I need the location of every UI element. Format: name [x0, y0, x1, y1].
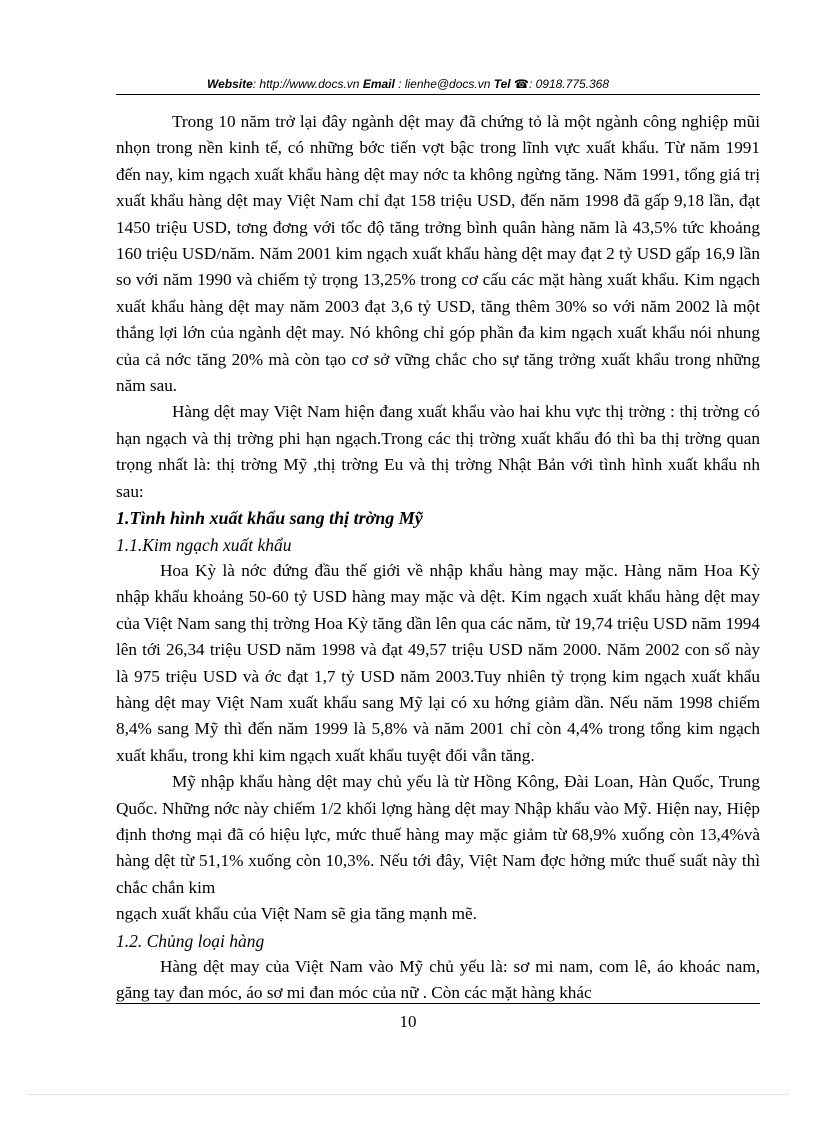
subsection-heading-1-2: 1.2. Chủng loại hàng: [116, 930, 265, 951]
footer-rule: [116, 1003, 760, 1004]
paragraph-3: Hoa Kỳ là nớc đứng đầu thế giới về nhập khẩu hàng may mặc. Hàng năm Hoa Kỳ nhập khẩu khoảng 50-60 tỷ USD hàng may mặc và dệt. Kim ngạch xuất khẩu hàng dệt may của Việt Nam sang thị trờng Hoa Kỳ tăng dần lên qua các năm, từ 19,74 triệu USD năm 1994 lên tới 26,34 triệu USD năm 1998 và đạt 49,57 triệu USD năm 2000. Năm 2002 con số này là 975 triệu USD và ớc đạt 1,7 tỷ USD năm 2003.Tuy nhiên tỷ trọng kim ngạch xuất khẩu hàng dệt may Việt Nam xuất khẩu sang Mỹ lại có xu hớng giảm dần. Nếu năm 1998 chiếm 8,4% sang Mỹ thì đến năm 1999 là 5,8% và năm 2001 chỉ còn 4,4% trong tổng kim ngạch xuất khẩu, trong khi kim ngạch xuất khẩu tuyệt đối vẫn tăng.: [116, 560, 760, 765]
paragraph-1: Trong 10 năm trở lại đây ngành dệt may đã chứng tỏ là một ngành công nghiệp mũi nhọn trong nền kinh tế, có những bớc tiến vợt bậc trong lĩnh vực xuất khẩu. Từ năm 1991 đến nay, kim ngạch xuất khẩu hàng dệt may nớc ta không ngừng tăng. Năm 1991, tổng giá trị xuất khẩu hàng dệt may Việt Nam chỉ đạt 158 triệu USD, đến năm 1998 đã gấp 9,18 lần, đạt 1450 triệu USD, tơng đơng với tốc độ tăng trởng bình quân hàng năm là 43,5% tức khoảng 160 triệu USD/năm. Năm 2001 kim ngạch xuất khẩu hàng dệt may đạt 2 tỷ USD gấp 16,9 lần so với năm 1990 và chiếm tỷ trọng 13,25% trong cơ cấu các mặt hàng xuất khẩu. Kim ngạch xuất khẩu hàng dệt may năm 2003 đạt 3,6 tỷ USD, tăng thêm 30% so với năm 2002 là một thắng lợi lớn của ngành dệt may. Nó không chỉ góp phần đa kim ngạch xuất khẩu nói nhung của cả nớc tăng 20% mà còn tạo cơ sở vững chắc cho sự tăng trởng xuất khẩu trong những năm sau.: [116, 112, 760, 396]
page-edge-dotted-line: [28, 1094, 788, 1095]
website-value: : http://www.docs.vn: [252, 77, 360, 91]
paragraph-4: Mỹ nhập khẩu hàng dệt may chủ yếu là từ Hồng Kông, Đài Loan, Hàn Quốc, Trung Quốc. Những nớc này chiếm 1/2 khối lợng hàng dệt may Nhập khẩu vào Mỹ. Hiện nay, Hiệp định thơng mại đã có hiệu lực, mức thuế hàng may mặc giảm từ 68,9% xuống còn 13,4%và hàng dệt từ 51,1% xuống còn 10,3%. Nếu tới đây, Việt Nam đợc hởng mức thuế suất này thì chắc chắn kim: [116, 772, 760, 897]
page-number: 10: [399, 1012, 417, 1031]
header-rule: [116, 94, 760, 95]
page-header: [0, 77, 816, 91]
email-value: : lienhe@docs.vn: [398, 77, 491, 91]
document-body: [116, 109, 760, 1007]
paragraph-2: Hàng dệt may Việt Nam hiện đang xuất khẩu vào hai khu vực thị trờng : thị trờng có hạn ngạch và thị trờng phi hạn ngạch.Trong các thị trờng xuất khẩu đó thì ba thị trờng quan trọng nhất là: thị trờng Mỹ ,thị trờng Eu và thị trờng Nhật Bản với tình hình xuất khẩu nh sau:: [116, 402, 760, 501]
tel-label: Tel: [493, 77, 511, 91]
website-label: Website: [206, 77, 253, 91]
subsection-heading-1-1: 1.1.Kim ngạch xuất khẩu: [116, 534, 292, 555]
paragraph-5: Hàng dệt may của Việt Nam vào Mỹ chủ yếu là: sơ mi nam, com lê, áo khoác nam, găng tay đan móc, áo sơ mi đan móc của nữ . Còn các mặt hàng khác: [116, 957, 760, 1003]
tel-value: : 0918.775.368: [528, 77, 610, 91]
paragraph-4-continued: ngạch xuất khẩu của Việt Nam sẽ gia tăng mạnh mẽ.: [116, 904, 477, 924]
section-heading-1: 1.Tình hình xuất khẩu sang thị trờng Mỹ: [116, 508, 423, 529]
phone-icon: ☎: [514, 77, 529, 91]
email-label: Email: [362, 77, 395, 91]
